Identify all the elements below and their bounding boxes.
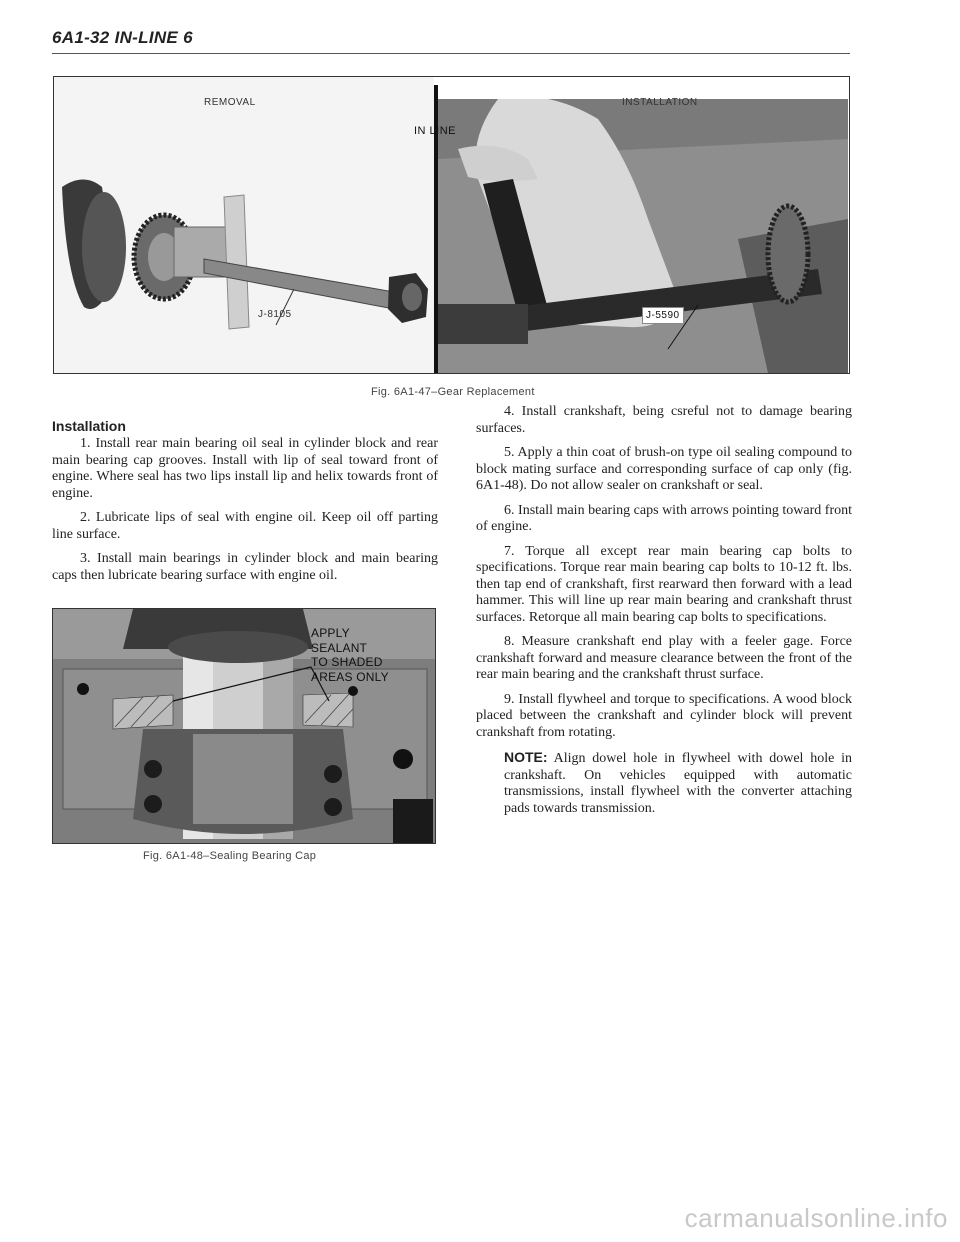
- step-3: 3. Install main bearings in cylinder block and main bearing caps then lubricate bearing surface with engine oil.: [52, 551, 438, 583]
- page-header: 6A1-32 IN-LINE 6: [52, 28, 193, 47]
- note-label: NOTE:: [504, 749, 548, 765]
- step-2: 2. Lubricate lips of seal with engine oil. Keep oil off parting line surface.: [52, 510, 438, 542]
- header-rule: [52, 53, 850, 54]
- step-5: 5. Apply a thin coat of brush-on type oil sealing compound to block mating surface and corresponding surface of cap only (fig. 6A1-48). Do not allow sealer on crankshaft or seal.: [476, 445, 852, 493]
- figure-gear-replacement: [53, 76, 850, 374]
- step-8: 8. Measure crankshaft end play with a feeler gage. Force crankshaft forward and measure clearance between the front of the rear main bearing and the crankshaft thrust surface.: [476, 634, 852, 682]
- callout-line-4: AREAS ONLY: [311, 669, 389, 684]
- watermark: carmanualsonline.info: [684, 1203, 948, 1233]
- right-column: [476, 404, 852, 825]
- step-6: 6. Install main bearing caps with arrows pointing toward front of engine.: [476, 502, 852, 534]
- installation-label: INSTALLATION: [622, 97, 698, 108]
- step-9: 9. Install flywheel and torque to specifications. A wood block placed between the crankshaft and cylinder block will prevent crankshaft from rotating.: [476, 691, 852, 740]
- figure48-caption: Fig. 6A1-48–Sealing Bearing Cap: [143, 850, 317, 862]
- removal-photo: [54, 77, 434, 373]
- tool-label-j5590: J-5590: [642, 307, 684, 324]
- callout-line-3: TO SHADED: [311, 655, 383, 669]
- removal-label: REMOVAL: [204, 97, 256, 108]
- callout-line-2: SEALANT: [311, 640, 368, 655]
- inline-label: IN LINE: [414, 125, 457, 137]
- left-column: [52, 436, 438, 592]
- note-paragraph: [476, 749, 852, 817]
- installation-photo: [438, 99, 848, 373]
- installation-heading: Installation: [52, 418, 126, 434]
- sealant-callout: [311, 626, 389, 684]
- figure47-caption: Fig. 6A1-47–Gear Replacement: [371, 386, 535, 398]
- callout-line-1: APPLY: [311, 626, 350, 640]
- step-1: 1. Install rear main bearing oil seal in cylinder block and rear main bearing cap grooves. Install with lip of seal toward front of engine. Where seal has two lips install lip and helix towards front of engine.: [52, 436, 438, 501]
- tool-label-j8105: J-8105: [258, 309, 292, 320]
- step-7: 7. Torque all except rear main bearing cap bolts to specifications. Torque rear main bearing cap bolts to 10-12 ft. lbs. then tap end of crankshaft, first rearward then forward with a lead hammer. This will line up rear main bearing and crankshaft thrust surfaces. Retorque all main bearing cap bolts to specifications.: [476, 543, 852, 625]
- step-4: 4. Install crankshaft, being csreful not to damage bearing surfaces.: [476, 404, 852, 436]
- note-text: Align dowel hole in flywheel with dowel hole in crankshaft. On vehicles equipped with automatic transmissions, install flywheel with the converter attaching pads towards transmission.: [504, 751, 852, 816]
